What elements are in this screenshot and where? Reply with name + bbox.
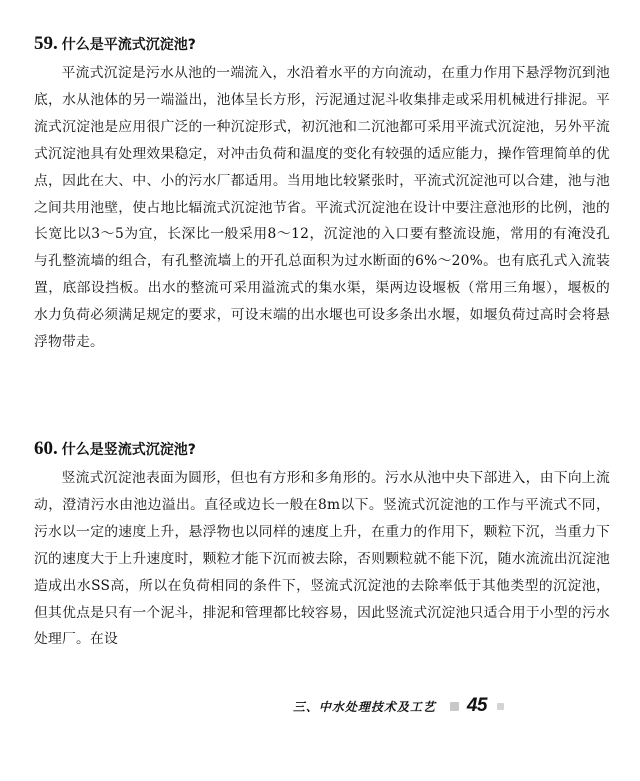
page-footer [293,694,504,718]
running-title: 三、中水处理技术及工艺 [292,699,436,714]
section-heading [34,34,610,56]
page-number: 45 [466,695,487,716]
section-title: 什么是竖流式沉淀池? [61,442,196,458]
section-paragraph: 平流式沉淀是污水从池的一端流入，水沿着水平的方向流动，在重力作用下悬浮物沉到池底，水从池体的另一端溢出，池体呈长方形，污泥通过泥斗收集排走或采用机械进行排泥。平流式沉淀池是应用很广泛的一种沉淀形式，初沉池和二沉池都可采用平流式沉淀池，另外平流式沉淀池具有处理效果稳定，对冲击负荷和温度的变化有较强的适应能力，操作管理简单的优点，因此在大、中、小的污水厂都适用。当用地比较紧张时，平流式沉淀池可以合建，池与池之间共用池壁，使占地比辐流式沉淀池节省。平流式沉淀池在设计中要注意池形的比例，池的长宽比以3～5为宜，长深比一般采用8～12，沉淀池的入口要有整流设施，常用的有淹没孔与孔整流墙的组合，有孔整流墙上的开孔总面积为过水断面的6%～20%。也有底孔式入流装置，底部设挡板。出水的整流可采用溢流式的集水渠，渠两边设堰板（常用三角堰），堰板的水力负荷必须满足规定的要求，可设末端的出水堰也可设多条出水堰，如堰负荷过高时会将悬浮物带走。 [34,65,610,351]
section-number: 60. [34,438,58,459]
section-60 [34,439,610,653]
section-paragraph: 竖流式沉淀池表面为圆形，但也有方形和多角形的。污水从池中央下部进入，由下向上流动，澄清污水由池边溢出。直径或边长一般在8m以下。竖流式沉淀池的工作与平流式不同，污水以一定的速度上升，悬浮物也以同样的速度上升，在重力的作用下，颗粒下沉，当重力下沉的速度大于上升速度时，颗粒才能下沉而被去除，否则颗粒就不能下沉，随水流流出沉淀池造成出水SS高，所以在负荷相同的条件下，竖流式沉淀池的去除率低于其他类型的沉淀池，但其优点是只有一个泥斗，排泥和管理都比较容易，因此竖流式沉淀池只适合用于小型的污水处理厂。在设 [34,470,610,648]
section-heading [34,439,610,461]
section-number: 59. [34,33,58,54]
section-59 [34,34,610,356]
section-title: 什么是平流式沉淀池? [61,37,196,53]
footer-square-icon [497,703,504,710]
footer-square-icon [450,702,459,711]
